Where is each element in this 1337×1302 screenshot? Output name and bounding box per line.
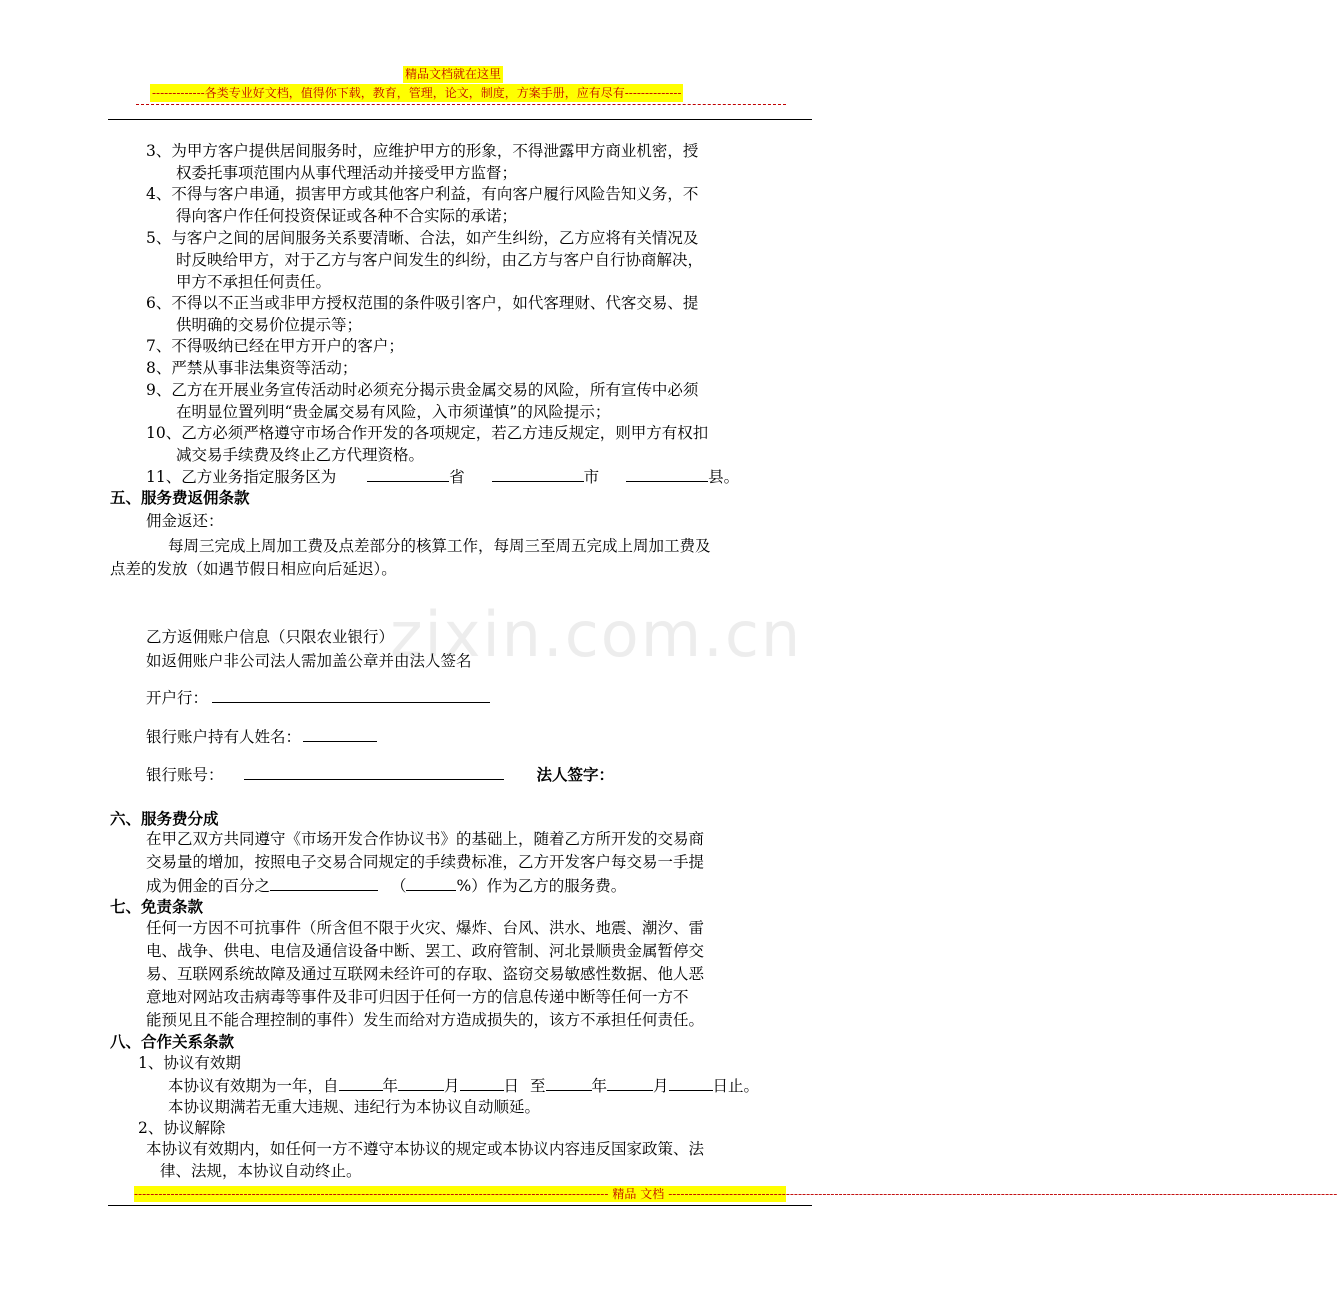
section-8-sub-1: 1、协议有效期 <box>138 1054 241 1072</box>
clause-5-line-3: 甲方不承担任何责任。 <box>176 273 332 291</box>
section-5-para-line-1: 每周三完成上周加工费及点差部分的核算工作，每周三至周五完成上周加工费及 <box>168 537 711 555</box>
commission-rate-blank[interactable] <box>406 874 456 891</box>
section-5-title: 五、服务费返佣条款 <box>110 488 250 507</box>
account-note: 如返佣账户非公司法人需加盖公章并由法人签名 <box>146 652 472 670</box>
section-7-line-1: 任何一方因不可抗事件（所含但不限于火灾、爆炸、台风、洪水、地震、潮汐、雷 <box>146 919 705 937</box>
footer-banner: --------------------------------------------------------------------------------------------------------------------- 精品 文档 --------------------------------------------------------------------------------------------------------------------------------------------------------------------- <box>134 1187 1337 1201</box>
holder-field[interactable] <box>303 725 377 742</box>
section-7-line-3: 易、互联网系统故障及通过互联网未经许可的存取、盗窃交易敏感性数据、他人恶 <box>146 965 705 983</box>
header-title: 精品文档就在这里 <box>405 67 502 81</box>
validity-line: 本协议有效期为一年，自 年 月 日 至 年 月 日止。 <box>168 1074 759 1097</box>
section-5-subtitle: 佣金返还： <box>146 512 224 530</box>
section-8-sub-2: 2、协议解除 <box>138 1119 226 1137</box>
legal-signature-label: 法人签字： <box>536 765 614 784</box>
section-5-para-line-2: 点差的发放（如遇节假日相应向后延迟）。 <box>110 560 397 578</box>
top-rule <box>108 119 812 120</box>
end-month-blank[interactable] <box>607 1074 653 1091</box>
city-blank[interactable] <box>492 465 584 482</box>
province-blank[interactable] <box>367 465 449 482</box>
clause-3-line-2: 权委托事项范围内从事代理活动并接受甲方监督； <box>176 164 518 182</box>
termination-line-2: 律、法规，本协议自动终止。 <box>160 1162 362 1180</box>
clause-6-line-2: 供明确的交易价位提示等； <box>176 316 363 334</box>
bank-label: 开户行： <box>146 689 209 707</box>
section-7-title: 七、免责条款 <box>110 897 204 916</box>
start-month-blank[interactable] <box>398 1074 444 1091</box>
clause-4-line-1: 4、不得与客户串通，损害甲方或其他客户利益，有向客户履行风险告知义务，不 <box>146 185 699 203</box>
city-label: 市 <box>583 468 600 486</box>
section-6-title: 六、服务费分成 <box>110 809 219 828</box>
clause-10-line-1: 10、乙方必须严格遵守市场合作开发的各项规定，若乙方违反规定，则甲方有权扣 <box>146 424 709 442</box>
clause-9-line-2: 在明显位置列明“贵金属交易有风险，入市须谨慎”的风险提示； <box>176 403 611 421</box>
commission-percent-blank[interactable] <box>270 874 378 891</box>
clause-7: 7、不得吸纳已经在甲方开户的客户； <box>146 337 404 355</box>
account-title: 乙方返佣账户信息（只限农业银行） <box>146 628 395 646</box>
renewal-line: 本协议期满若无重大违规、违纪行为本协议自动顺延。 <box>168 1098 541 1116</box>
account-number-field[interactable] <box>244 763 504 780</box>
clause-3-line-1: 3、为甲方客户提供居间服务时，应维护甲方的形象，不得泄露甲方商业机密，授 <box>146 142 699 160</box>
bank-field[interactable] <box>212 686 490 703</box>
section-8-title: 八、合作关系条款 <box>110 1032 235 1051</box>
footer-label: 精品 文档 <box>612 1187 665 1201</box>
county-blank[interactable] <box>626 465 708 482</box>
holder-label: 银行账户持有人姓名： <box>146 728 302 746</box>
clause-6-line-1: 6、不得以不正当或非甲方授权范围的条件吸引客户，如代客理财、代客交易、提 <box>146 294 699 312</box>
end-year-blank[interactable] <box>546 1074 592 1091</box>
end-day-blank[interactable] <box>669 1074 713 1091</box>
clause-5-line-1: 5、与客户之间的居间服务关系要清晰、合法，如产生纠纷，乙方应将有关情况及 <box>146 229 699 247</box>
clause-4-line-2: 得向客户作任何投资保证或各种不合实际的承诺； <box>176 207 518 225</box>
province-label: 省 <box>449 468 465 486</box>
bottom-rule <box>108 1205 812 1206</box>
clause-5-line-2: 时反映给甲方，对于乙方与客户间发生的纠纷，由乙方与客户自行协商解决， <box>176 251 704 269</box>
clause-10-line-2: 减交易手续费及终止乙方代理资格。 <box>176 446 425 464</box>
section-6-line-1: 在甲乙双方共同遵守《市场开发合作协议书》的基础上，随着乙方所开发的交易商 <box>146 830 705 848</box>
section-6-line-3: 成为佣金的百分之 （ %）作为乙方的服务费。 <box>146 874 626 897</box>
holder-row <box>146 725 377 748</box>
section-7-line-5: 能预见且不能合理控制的事件）发生而给对方造成损失的，该方不承担任何责任。 <box>146 1011 705 1029</box>
account-number-row <box>146 763 614 786</box>
section-6-line-2: 交易量的增加，按照电子交易合同规定的手续费标准，乙方开发客户每交易一手提 <box>146 853 705 871</box>
section-7-line-2: 电、战争、供电、电信及通信设备中断、罢工、政府管制、河北景顺贵金属暂停交 <box>146 942 705 960</box>
bank-row <box>146 686 490 709</box>
account-number-label: 银行账号： <box>146 766 224 784</box>
header-dashed-rule <box>136 104 786 105</box>
header-banner: -------------各类专业好文档，值得你下载，教育，管理，论文，制度，方案手册，应有尽有-------------- <box>152 86 682 100</box>
clause-9-line-1: 9、乙方在开展业务宣传活动时必须充分揭示贵金属交易的风险，所有宣传中必须 <box>146 381 699 399</box>
county-label: 县。 <box>708 468 740 486</box>
start-year-blank[interactable] <box>339 1074 383 1091</box>
clause-11 <box>146 465 739 488</box>
watermark: zixin.com.cn <box>390 598 803 671</box>
clause-11-label: 11、乙方业务指定服务区为 <box>146 468 337 486</box>
start-day-blank[interactable] <box>460 1074 504 1091</box>
termination-line-1: 本协议有效期内，如任何一方不遵守本协议的规定或本协议内容违反国家政策、法 <box>146 1140 705 1158</box>
section-7-line-4: 意地对网站攻击病毒等事件及非可归因于任何一方的信息传递中断等任何一方不 <box>146 988 689 1006</box>
clause-8: 8、严禁从事非法集资等活动； <box>146 359 358 377</box>
